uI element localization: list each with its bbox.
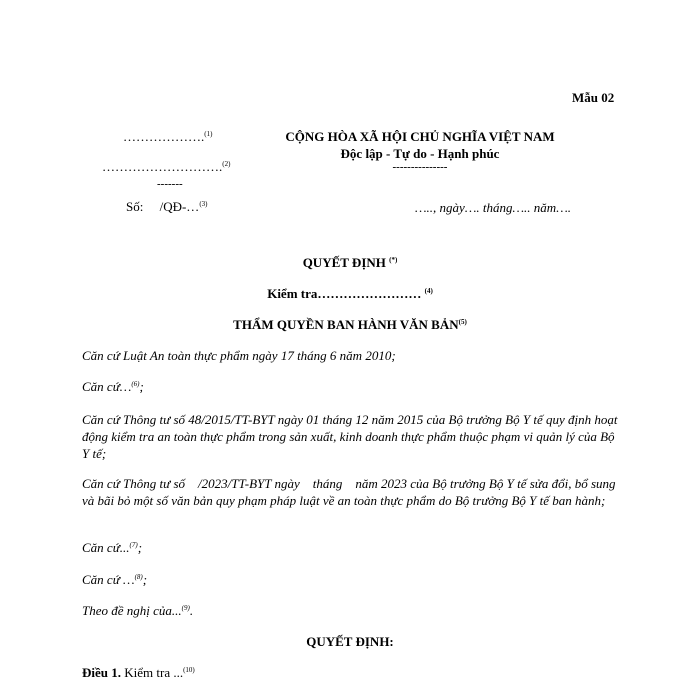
legal-basis-text: Căn cứ Luật An toàn thực phẩm ngày 17 tháng 6 năm 2010;: [82, 348, 396, 363]
decision-heading: QUYẾT ĐỊNH:: [306, 634, 394, 649]
footnote-ref: (2): [222, 160, 231, 168]
footnote-ref: (*): [389, 256, 398, 264]
article-1: [82, 665, 195, 681]
footnote-ref: (10): [183, 666, 195, 674]
issuing-unit-placeholder: ……………………….: [102, 159, 223, 174]
article-text: Kiểm tra ...: [121, 665, 184, 680]
legal-basis-item: [82, 571, 622, 588]
legal-basis-text: Căn cứ...: [82, 540, 130, 555]
right-header-divider: ---------------: [392, 161, 448, 173]
legal-basis-suffix: ;: [139, 379, 144, 394]
number-label: Số:: [126, 199, 144, 214]
document-subject: [0, 286, 700, 302]
legal-basis-item: [82, 602, 622, 619]
document-number: [126, 199, 207, 215]
legal-basis-text: Căn cứ …: [82, 572, 135, 587]
document-title: [0, 255, 700, 271]
issuing-authority-title-text: THẨM QUYỀN BAN HÀNH VĂN BẢN: [233, 317, 459, 332]
date-line: ….., ngày…. tháng….. năm….: [415, 200, 572, 215]
issuing-authority-line: [123, 129, 212, 145]
footnote-ref: (7): [129, 541, 138, 549]
legal-basis-suffix: .: [189, 603, 194, 618]
document-subject-text: Kiểm tra……………………: [267, 286, 422, 301]
footnote-ref: (1): [204, 130, 213, 138]
document-title-text: QUYẾT ĐỊNH: [302, 255, 386, 270]
issuing-authority-placeholder: ……………….: [123, 129, 205, 144]
legal-basis-suffix: ;: [137, 540, 143, 555]
footnote-ref: (9): [181, 604, 190, 612]
legal-basis-item: [82, 378, 622, 395]
legal-basis-item: [82, 347, 622, 364]
country-name: CỘNG HÒA XÃ HỘI CHỦ NGHĨA VIỆT NAM: [285, 129, 555, 144]
legal-basis-text: Căn cứ…: [82, 379, 132, 394]
footnote-ref: (8): [134, 573, 143, 581]
issuing-unit-line: [102, 159, 230, 175]
legal-basis-item: [82, 475, 622, 509]
legal-basis-item: [82, 411, 622, 462]
footnote-ref: (3): [199, 200, 208, 208]
footnote-ref: (5): [458, 318, 467, 326]
legal-basis-item: [82, 539, 622, 556]
left-header-divider: -------: [157, 178, 183, 190]
national-motto: Độc lập - Tự do - Hạnh phúc: [340, 146, 500, 161]
legal-basis-text: Căn cứ Thông tư số /2023/TT-BYT ngày tháng năm 2023 của Bộ trưởng Bộ Y tế sửa đổi, bổ sung và bãi bỏ một số văn bản quy phạm pháp luật về an toàn thực phẩm do Bộ trưởng Bộ Y tế ban hành;: [82, 476, 619, 508]
article-label: Điều 1.: [82, 665, 121, 680]
footnote-ref: (6): [131, 380, 140, 388]
footnote-ref: (4): [424, 287, 433, 295]
legal-basis-suffix: ;: [142, 572, 148, 587]
form-code: Mẫu 02: [572, 90, 615, 105]
legal-basis-text: Căn cứ Thông tư số 48/2015/TT-BYT ngày 01 tháng 12 năm 2015 của Bộ trưởng Bộ Y tế quy định hoạt động kiểm tra an toàn thực phẩm trong sản xuất, kinh doanh thực phẩm thuộc phạm vi quản lý của Bộ Y tế;: [82, 412, 618, 461]
legal-basis-text: Theo đề nghị của...: [82, 603, 182, 618]
number-value: /QĐ-…: [159, 199, 200, 214]
issuing-authority-title: [0, 317, 700, 333]
